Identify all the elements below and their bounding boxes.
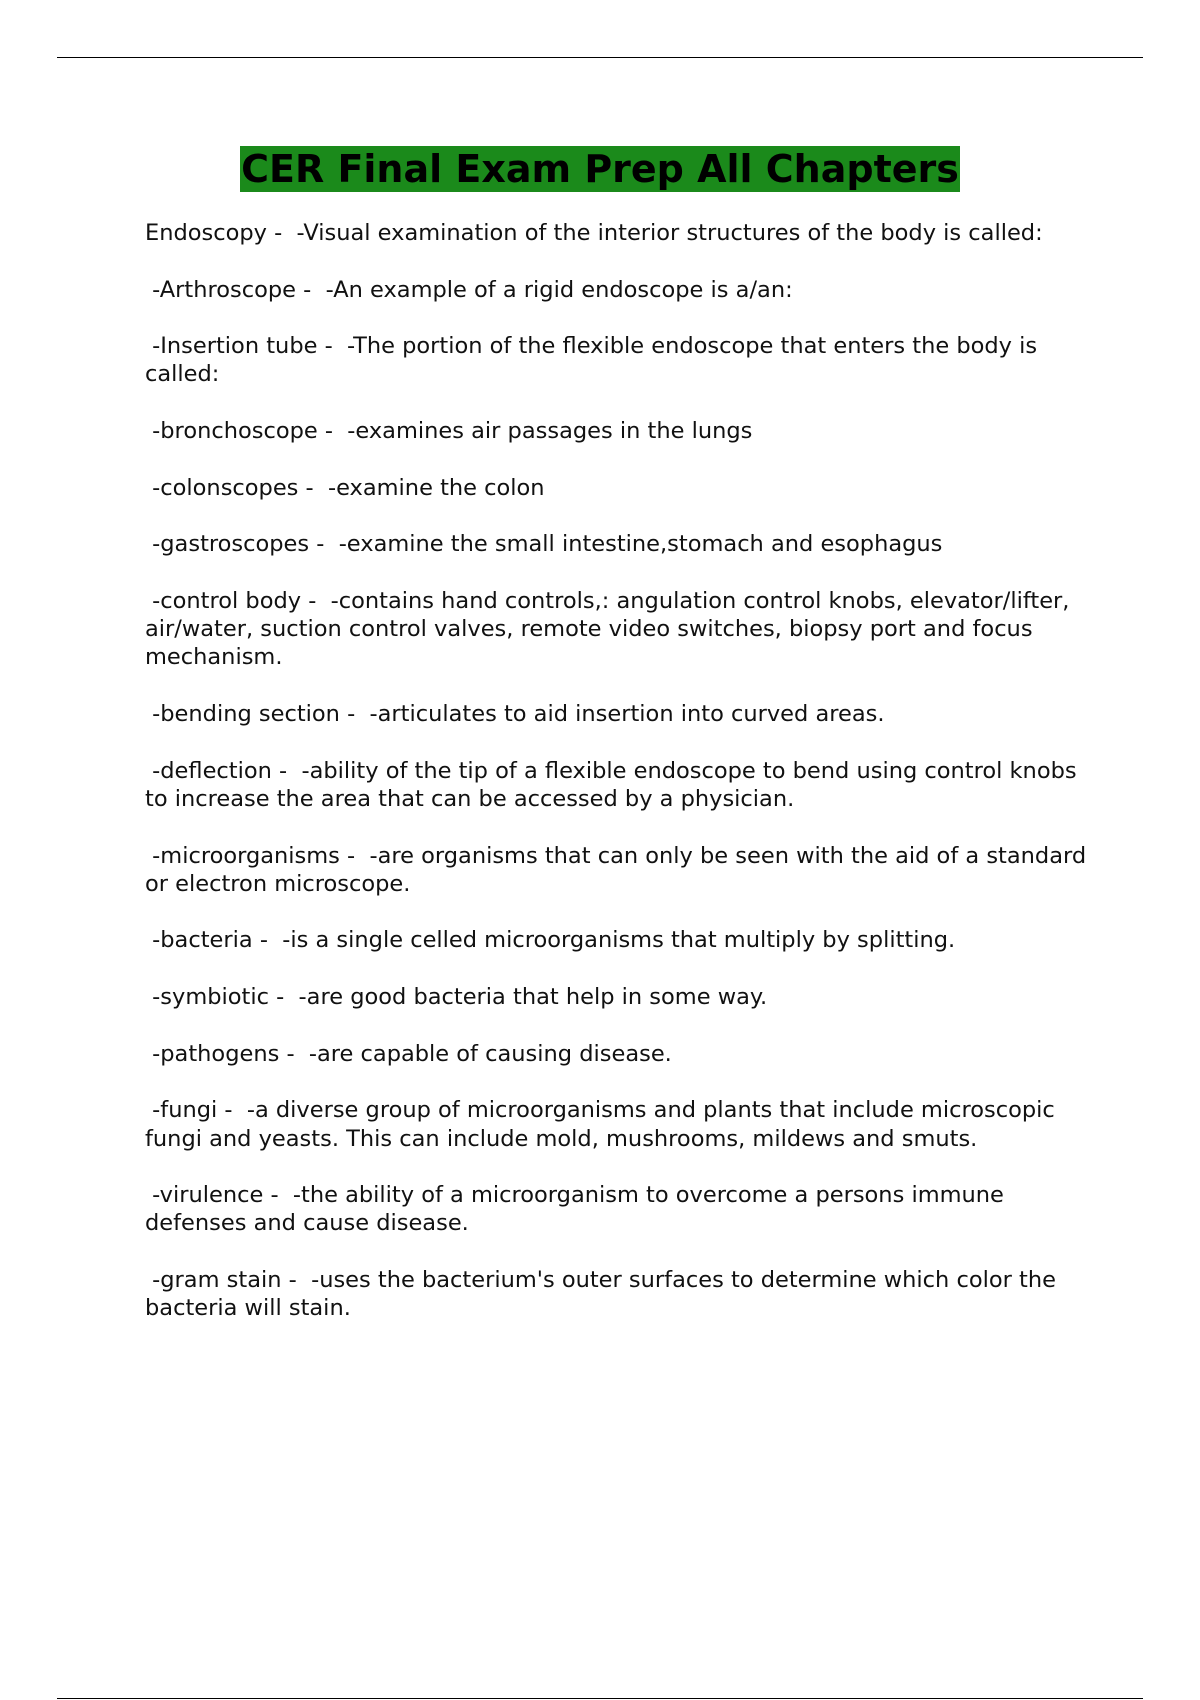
entry-fungi: -fungi - -a diverse group of microorganisms and plants that include microscopic fungi and yeasts. This can include mold, mushrooms, mildews and smuts. bbox=[145, 1097, 1062, 1152]
entry-microorganisms: -microorganisms - -are organisms that can only be seen with the aid of a standard or electron microscope. bbox=[145, 842, 1094, 897]
document-body bbox=[145, 219, 1094, 1351]
entry-bronchoscope: -bronchoscope - -examines air passages in the lungs bbox=[145, 418, 753, 445]
entry-pathogens: -pathogens - -are capable of causing disease. bbox=[145, 1040, 672, 1067]
entry-deflection: -deflection - -ability of the tip of a flexible endoscope to bend using control knobs to increase the area that can be accessed by a physician. bbox=[145, 757, 1084, 812]
entry-bending-section: -bending section - -articulates to aid insertion into curved areas. bbox=[145, 701, 885, 728]
entry-bacteria: -bacteria - -is a single celled microorganisms that multiply by splitting. bbox=[145, 927, 956, 954]
entry-control-body: -control body - -contains hand controls,: angulation control knobs, elevator/lifter, air/water, suction control valves, remote video switches, biopsy port and focus mechanism. bbox=[145, 587, 1077, 671]
bottom-rule bbox=[57, 1698, 1143, 1699]
entry-colonscopes: -colonscopes - -examine the colon bbox=[145, 474, 545, 501]
entry-endoscopy: Endoscopy - -Visual examination of the interior structures of the body is called: bbox=[145, 220, 1043, 246]
title-container bbox=[0, 146, 1200, 192]
entry-insertion-tube: -Insertion tube - -The portion of the flexible endoscope that enters the body is called: bbox=[145, 333, 1045, 388]
entry-symbiotic: -symbiotic - -are good bacteria that help in some way. bbox=[145, 984, 768, 1011]
document-title: CER Final Exam Prep All Chapters bbox=[241, 147, 959, 191]
entry-virulence: -virulence - -the ability of a microorganism to overcome a persons immune defenses and cause disease. bbox=[145, 1182, 1012, 1237]
top-rule bbox=[57, 57, 1143, 58]
entry-arthroscope: -Arthroscope - -An example of a rigid endoscope is a/an: bbox=[145, 276, 793, 303]
entry-gram-stain: -gram stain - -uses the bacterium's outer surfaces to determine which color the bacteria will stain. bbox=[145, 1266, 1064, 1322]
entry-gastroscopes: -gastroscopes - -examine the small intestine,stomach and esophagus bbox=[145, 531, 943, 558]
